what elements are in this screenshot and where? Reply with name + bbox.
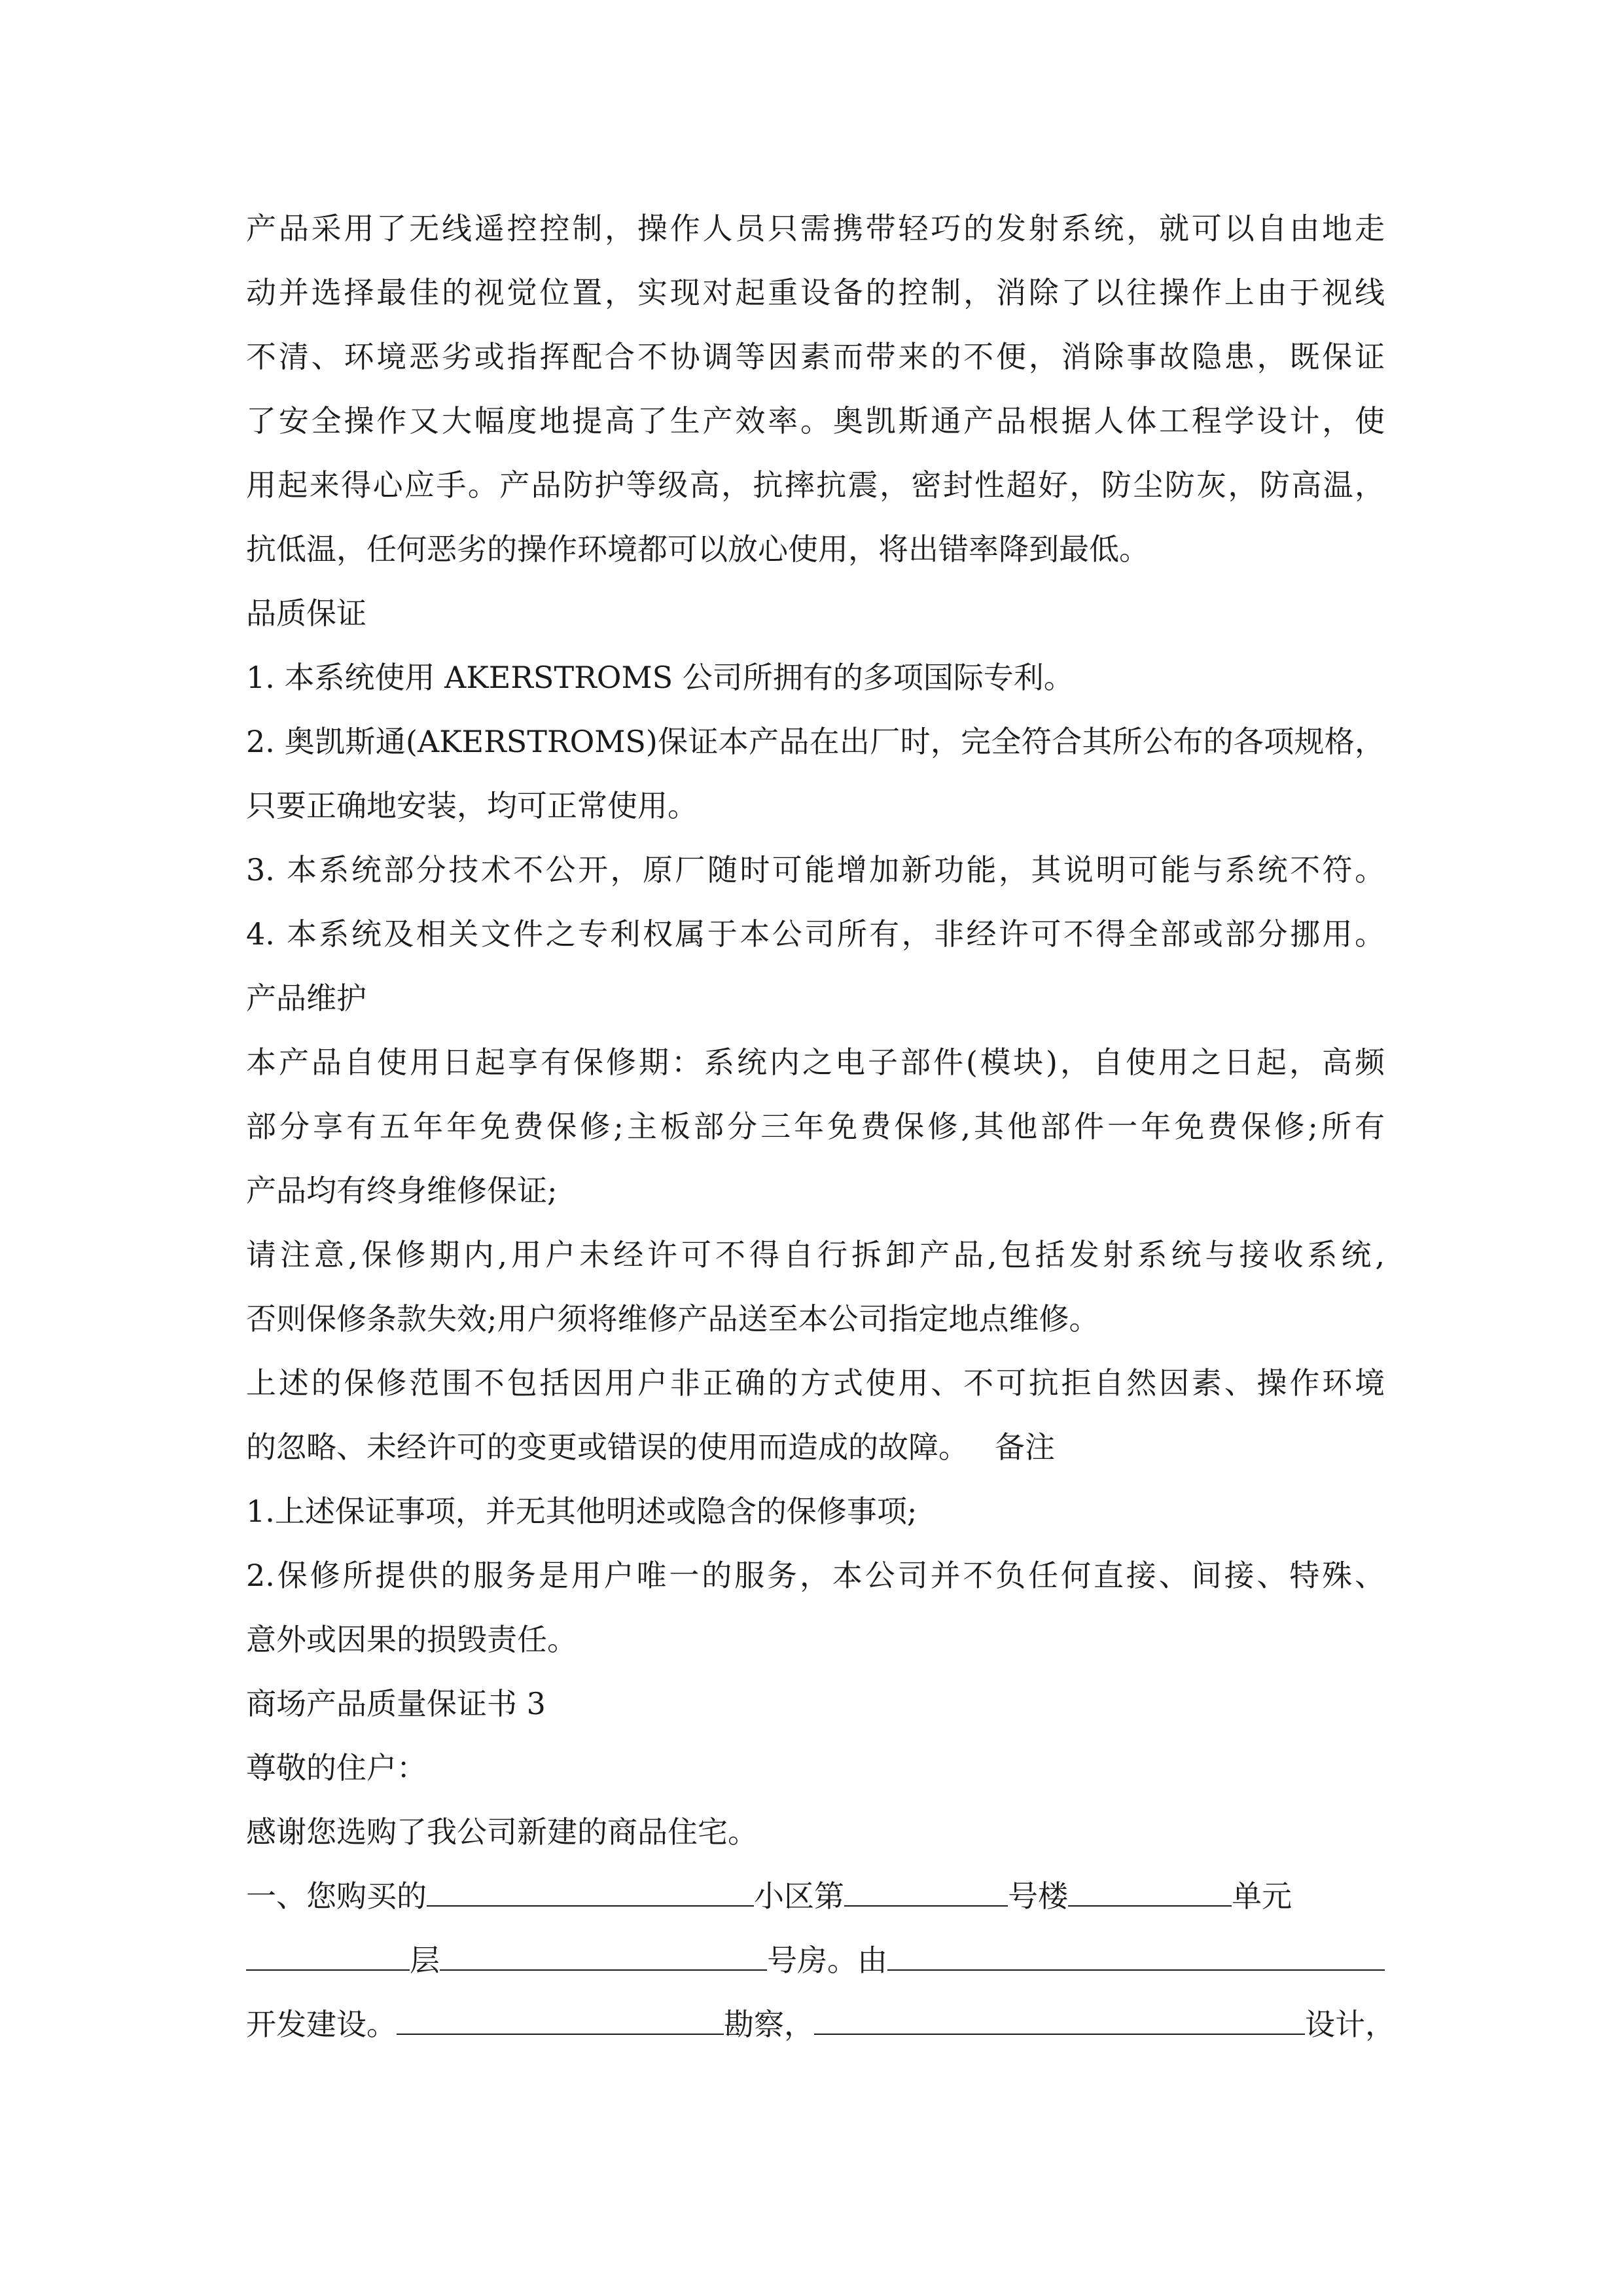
maintenance-line: 上述的保修范围不包括因用户非正确的方式使用、不可抗拒自然因素、操作环境	[246, 1365, 1385, 1401]
maintenance-heading: 产品维护	[246, 980, 366, 1016]
intro-line: 抗低温，任何恶劣的操作环境都可以放心使用，将出错率降到最低。	[246, 531, 1149, 567]
remark-item: 2.保修所提供的服务是用户唯一的服务，本公司并不负任何直接、间接、特殊、	[246, 1558, 1385, 1593]
maintenance-line: 部分享有五年年免费保修;主板部分三年免费保修,其他部件一年免费保修;所有	[246, 1109, 1385, 1144]
form-label: 小区第	[754, 1878, 844, 1914]
intro-line: 了安全操作又大幅度地提高了生产效率。奥凯斯通产品根据人体工程学设计，使	[246, 403, 1385, 439]
maintenance-line: 请注意,保修期内,用户未经许可不得自行拆卸产品,包括发射系统与接收系统,	[246, 1237, 1385, 1272]
form-line-2	[246, 1928, 1385, 1992]
quality-item: 2. 奥凯斯通(AKERSTROMS)保证本产品在出厂时，完全符合其所公布的各项规格，	[246, 724, 1385, 759]
intro-line: 不清、环境恶劣或指挥配合不协调等因素而带来的不便，消除事故隐患，既保证	[246, 339, 1385, 374]
section3-thanks: 感谢您选购了我公司新建的商品住宅。	[246, 1814, 758, 1850]
form-line-1	[246, 1864, 1385, 1928]
maintenance-line: 本产品自使用日起享有保修期：系统内之电子部件(模块)，自使用之日起，高频	[246, 1045, 1385, 1080]
quality-item: 1. 本系统使用 AKERSTROMS 公司所拥有的多项国际专利。	[246, 660, 1074, 695]
section3-greeting: 尊敬的住户：	[246, 1750, 427, 1785]
developer-blank[interactable]	[887, 1945, 1385, 1971]
form-label: 号房。由	[767, 1943, 887, 1978]
community-blank[interactable]	[427, 1880, 754, 1907]
room-number-blank[interactable]	[440, 1945, 767, 1971]
document-body	[246, 196, 1395, 2056]
quality-item: 4. 本系统及相关文件之专利权属于本公司所有，非经许可不得全部或部分挪用。	[246, 916, 1385, 952]
building-number-blank[interactable]	[844, 1880, 1008, 1907]
intro-line: 产品采用了无线遥控控制，操作人员只需携带轻巧的发射系统，就可以自由地走	[246, 211, 1385, 246]
form-label: 勘察，	[724, 2007, 814, 2042]
remark-item: 1.上述保证事项，并无其他明述或隐含的保修事项;	[246, 1494, 918, 1529]
form-label: 开发建设。	[246, 2007, 397, 2042]
intro-line: 动并选择最佳的视觉位置，实现对起重设备的控制，消除了以往操作上由于视线	[246, 275, 1385, 310]
quality-heading: 品质保证	[246, 596, 366, 631]
form-label: 号楼	[1008, 1878, 1068, 1914]
remark-item: 意外或因果的损毁责任。	[246, 1622, 577, 1657]
unit-blank[interactable]	[1068, 1880, 1232, 1907]
remark-label: 备注	[995, 1429, 1055, 1465]
form-label: 设计，	[1305, 2007, 1395, 2042]
quality-item: 3. 本系统部分技术不公开，原厂随时可能增加新功能，其说明可能与系统不符。	[246, 852, 1385, 888]
form-line-3	[246, 1992, 1395, 2056]
quality-item: 只要正确地安装，均可正常使用。	[246, 788, 698, 823]
survey-company-blank[interactable]	[397, 2009, 724, 2035]
form-label: 单元	[1232, 1878, 1292, 1914]
form-label: 层	[410, 1943, 440, 1978]
design-company-blank[interactable]	[814, 2009, 1305, 2035]
floor-blank[interactable]	[246, 1945, 410, 1971]
maintenance-line-text: 的忽略、未经许可的变更或错误的使用而造成的故障。	[246, 1429, 969, 1465]
form-label: 一、您购买的	[246, 1878, 427, 1914]
intro-line: 用起来得心应手。产品防护等级高，抗摔抗震，密封性超好，防尘防灰，防高温，	[246, 467, 1385, 503]
maintenance-line: 产品均有终身维修保证;	[246, 1173, 558, 1208]
maintenance-line	[246, 1415, 1385, 1479]
maintenance-line: 否则保修条款失效;用户须将维修产品送至本公司指定地点维修。	[246, 1301, 1099, 1336]
section3-title: 商场产品质量保证书 3	[246, 1686, 546, 1721]
